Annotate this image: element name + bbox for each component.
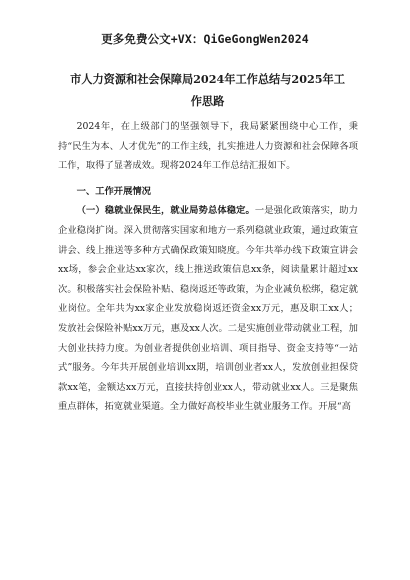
document-body — [58, 117, 358, 417]
document-title: 市人力资源和社会保障局2024年工作总结与2025年工作思路 — [70, 72, 345, 108]
subsection-paragraph — [58, 201, 358, 417]
subsection-body-c: 三是聚焦重点群体，拓宽就业渠道。全力做好高校毕业生就业服务工作。开展“高 — [58, 381, 358, 413]
subsection-lead: （一）稳就业保民生，就业局势总体稳定。 — [76, 205, 255, 217]
subsection-body-a: 一是强化政策落实，助力企业稳岗扩岗。深入贯彻落实国家和地方一系列稳就业政策，通过政策宣讲会、线上推送等多种方式确保政策知晓度。今年共举办线下政策宣讲会xx场，参会企业达xx家次，线上推送政策信息xx条，阅读量累计超过xx次。积极落实社会保险补贴、稳岗返还等政策，为企业减负松绑，稳定就业岗位。全年共为xx家企业发放稳岗返还资金xx万元，惠及职工xx人；发放社会保险补贴xx万元，惠及xx人次。 — [58, 205, 358, 334]
subsection-body-b: 二是实施创业带动就业工程，加大创业扶持力度。为创业者提供创业培训、项目指导、资金支持等“一站式”服务。今年共开展创业培训xx期，培训创业者xx人，发放创业担保贷款xx笔，金额达xx万元，直接扶持创业xx人，带动就业xx人。 — [58, 322, 358, 393]
section-heading: 一、工作开展情况 — [76, 185, 151, 197]
intro-paragraph: 2024年，在上级部门的坚强领导下，我局紧紧围绕中心工作，秉持“民生为本、人才优先”的工作主线，扎实推进人力资源和社会保障各项工作，取得了显著成效。现将2024年工作总结汇报如下。 — [58, 121, 358, 172]
promo-header: 更多免费公文+VX：QiGeGongWen2024 — [101, 32, 309, 46]
